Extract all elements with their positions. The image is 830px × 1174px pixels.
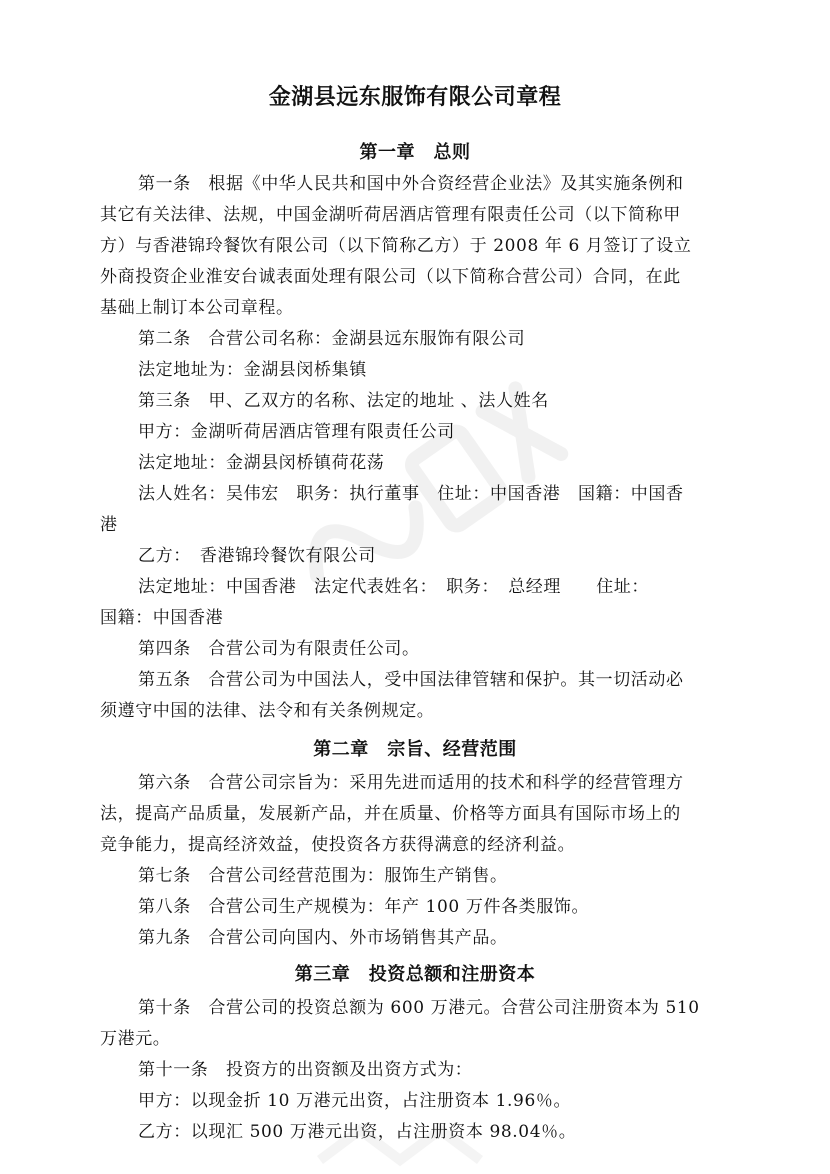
article-line: 竞争能力，提高经济效益，使投资各方获得满意的经济利益。 xyxy=(100,835,576,855)
article-line: 第四条 合营公司为有限责任公司。 xyxy=(138,639,420,659)
article-line: 港 xyxy=(100,515,118,535)
article-line: 万港元。 xyxy=(100,1029,171,1049)
article-line: 第一条 根据《中华人民共和国中外合资经营企业法》及其实施条例和 xyxy=(138,174,684,194)
document-title: 金湖县远东服饰有限公司章程 xyxy=(268,85,562,110)
article-line: 第七条 合营公司经营范围为：服饰生产销售。 xyxy=(138,866,508,886)
article-line: 法人姓名：吴伟宏 职务：执行董事 住址：中国香港 国籍：中国香 xyxy=(138,484,684,504)
article-line: 国籍：中国香港 xyxy=(100,608,224,628)
article-line: 乙方： 香港锦玲餐饮有限公司 xyxy=(138,546,376,566)
article-line: 第三条 甲、乙双方的名称、法定的地址 、法人姓名 xyxy=(138,391,549,411)
article-line: 第十一条 投资方的出资额及出资方式为： xyxy=(138,1060,473,1080)
article-line: 法定地址：中国香港 法定代表姓名： 职务： 总经理 住址： xyxy=(138,577,649,597)
chapter-heading-2: 第二章 宗旨、经营范围 xyxy=(313,739,517,760)
article-line: 其它有关法律、法规，中国金湖听荷居酒店管理有限责任公司（以下简称甲 xyxy=(100,205,681,225)
article-line: 第十条 合营公司的投资总额为 600 万港元。合营公司注册资本为 510 xyxy=(138,998,700,1018)
article-line: 甲方：以现金折 10 万港元出资，占注册资本 1.96％。 xyxy=(138,1091,572,1111)
article-line: 第九条 合营公司向国内、外市场销售其产品。 xyxy=(138,928,508,948)
chapter-heading-1: 第一章 总则 xyxy=(359,142,471,163)
article-line: 乙方：以现汇 500 万港元出资，占注册资本 98.04％。 xyxy=(138,1122,577,1142)
article-line: 方）与香港锦玲餐饮有限公司（以下简称乙方）于 2008 年 6 月签订了设立 xyxy=(100,236,692,256)
article-line: 第六条 合营公司宗旨为：采用先进而适用的技术和科学的经营管理方 xyxy=(138,773,684,793)
article-line: 须遵守中国的法律、法令和有关条例规定。 xyxy=(100,701,435,721)
chapter-heading-3: 第三章 投资总额和注册资本 xyxy=(294,964,536,985)
article-line: 外商投资企业淮安台诚表面处理有限公司（以下简称合营公司）合同，在此 xyxy=(100,267,681,287)
article-line: 法定地址：金湖县闵桥镇荷花荡 xyxy=(138,453,385,473)
article-line: 法，提高产品质量，发展新产品，并在质量、价格等方面具有国际市场上的 xyxy=(100,804,681,824)
article-line: 基础上制订本公司章程。 xyxy=(100,298,294,318)
article-line: 第八条 合营公司生产规模为：年产 100 万件各类服饰。 xyxy=(138,897,590,917)
article-line: 甲方：金湖听荷居酒店管理有限责任公司 xyxy=(138,422,455,442)
article-line: 法定地址为：金湖县闵桥集镇 xyxy=(138,360,367,380)
article-line: 第二条 合营公司名称：金湖县远东服饰有限公司 xyxy=(138,329,526,349)
article-line: 第五条 合营公司为中国法人，受中国法律管辖和保护。其一切活动必 xyxy=(138,670,684,690)
